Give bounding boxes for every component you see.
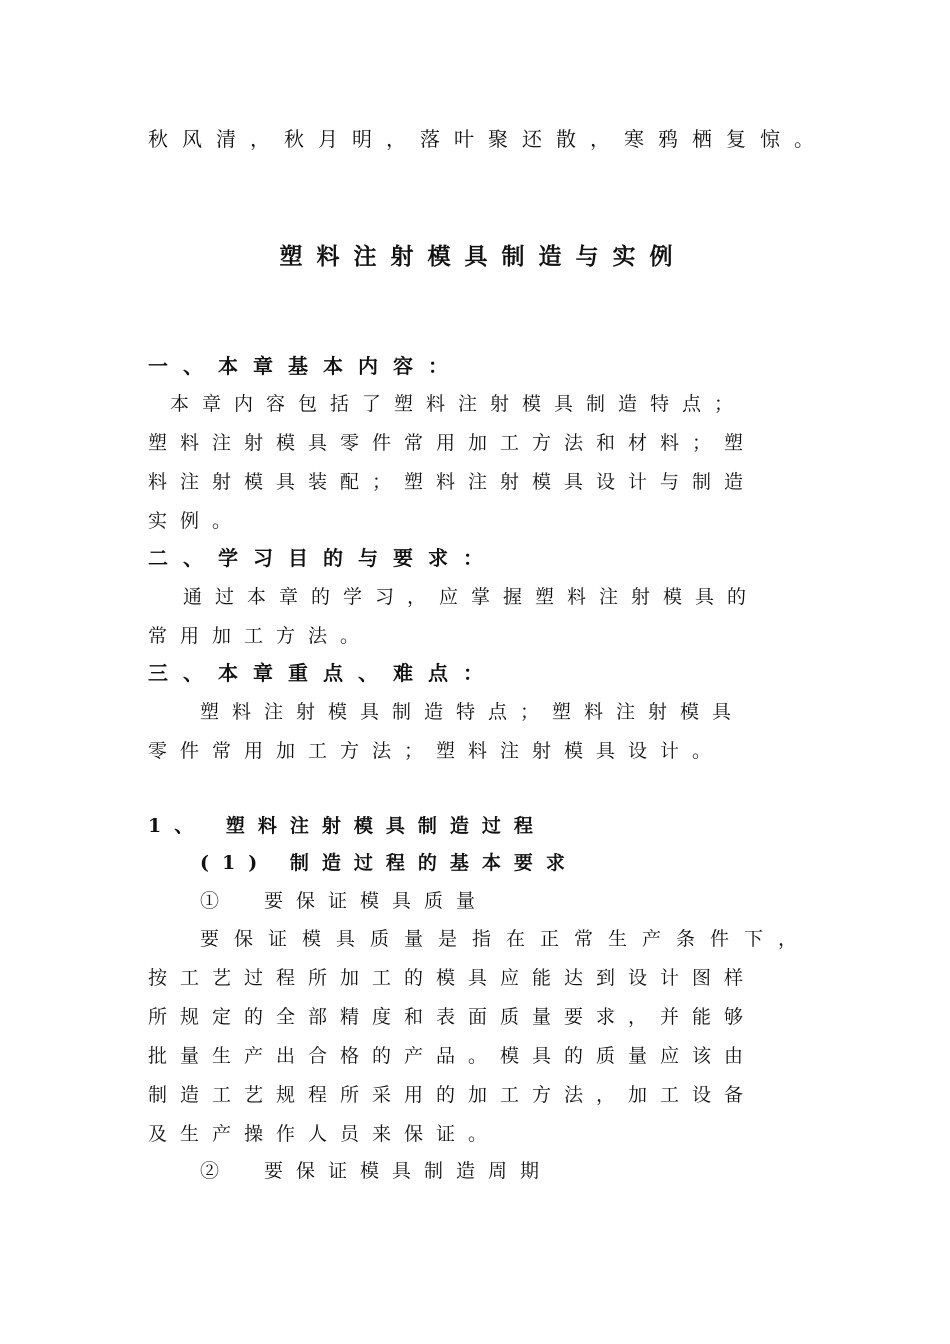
section-heading-key-points: 三、本章重点、难点： bbox=[148, 661, 498, 685]
paragraph-line: 及生产操作人员来保证。 bbox=[148, 1123, 501, 1145]
list-item: ② 要保证模具制造周期 bbox=[200, 1160, 553, 1182]
document-title: 塑料注射模具制造与实例 bbox=[279, 243, 687, 270]
paragraph-line: 通过本章的学习，应掌握塑料注射模具的 bbox=[183, 586, 760, 608]
paragraph-line: 塑料注射模具零件常用加工方法和材料；塑 bbox=[148, 432, 757, 454]
poem-line: 秋风清，秋月明，落叶聚还散，寒鸦栖复惊。 bbox=[148, 127, 828, 151]
paragraph-line: 本章内容包括了塑料注射模具制造特点； bbox=[170, 393, 747, 415]
paragraph-line: 实例。 bbox=[148, 510, 245, 532]
paragraph-line: 塑料注射模具制造特点；塑料注射模具 bbox=[200, 701, 745, 723]
paragraph-line: 常用加工方法。 bbox=[148, 625, 373, 647]
section-heading-basic-content: 一、本章基本内容： bbox=[148, 354, 463, 378]
paragraph-line: 制造工艺规程所采用的加工方法，加工设备 bbox=[148, 1084, 757, 1106]
part-heading: 1、 塑料注射模具制造过程 bbox=[148, 815, 546, 837]
paragraph-line: 料注射模具装配；塑料注射模具设计与制造 bbox=[148, 471, 757, 493]
paragraph-line: 所规定的全部精度和表面质量要求，并能够 bbox=[148, 1006, 757, 1028]
list-item: ① 要保证模具质量 bbox=[200, 890, 489, 912]
section-heading-goals: 二、学习目的与要求： bbox=[148, 546, 498, 570]
paragraph-line: 批量生产出合格的产品。模具的质量应该由 bbox=[148, 1045, 757, 1067]
paragraph-line: 零件常用加工方法；塑料注射模具设计。 bbox=[148, 740, 725, 762]
subsection-heading: (1) 制造过程的基本要求 bbox=[200, 852, 578, 874]
paragraph-line: 按工艺过程所加工的模具应能达到设计图样 bbox=[148, 967, 757, 989]
paragraph-line: 要保证模具质量是指在正常生产条件下， bbox=[200, 928, 813, 950]
